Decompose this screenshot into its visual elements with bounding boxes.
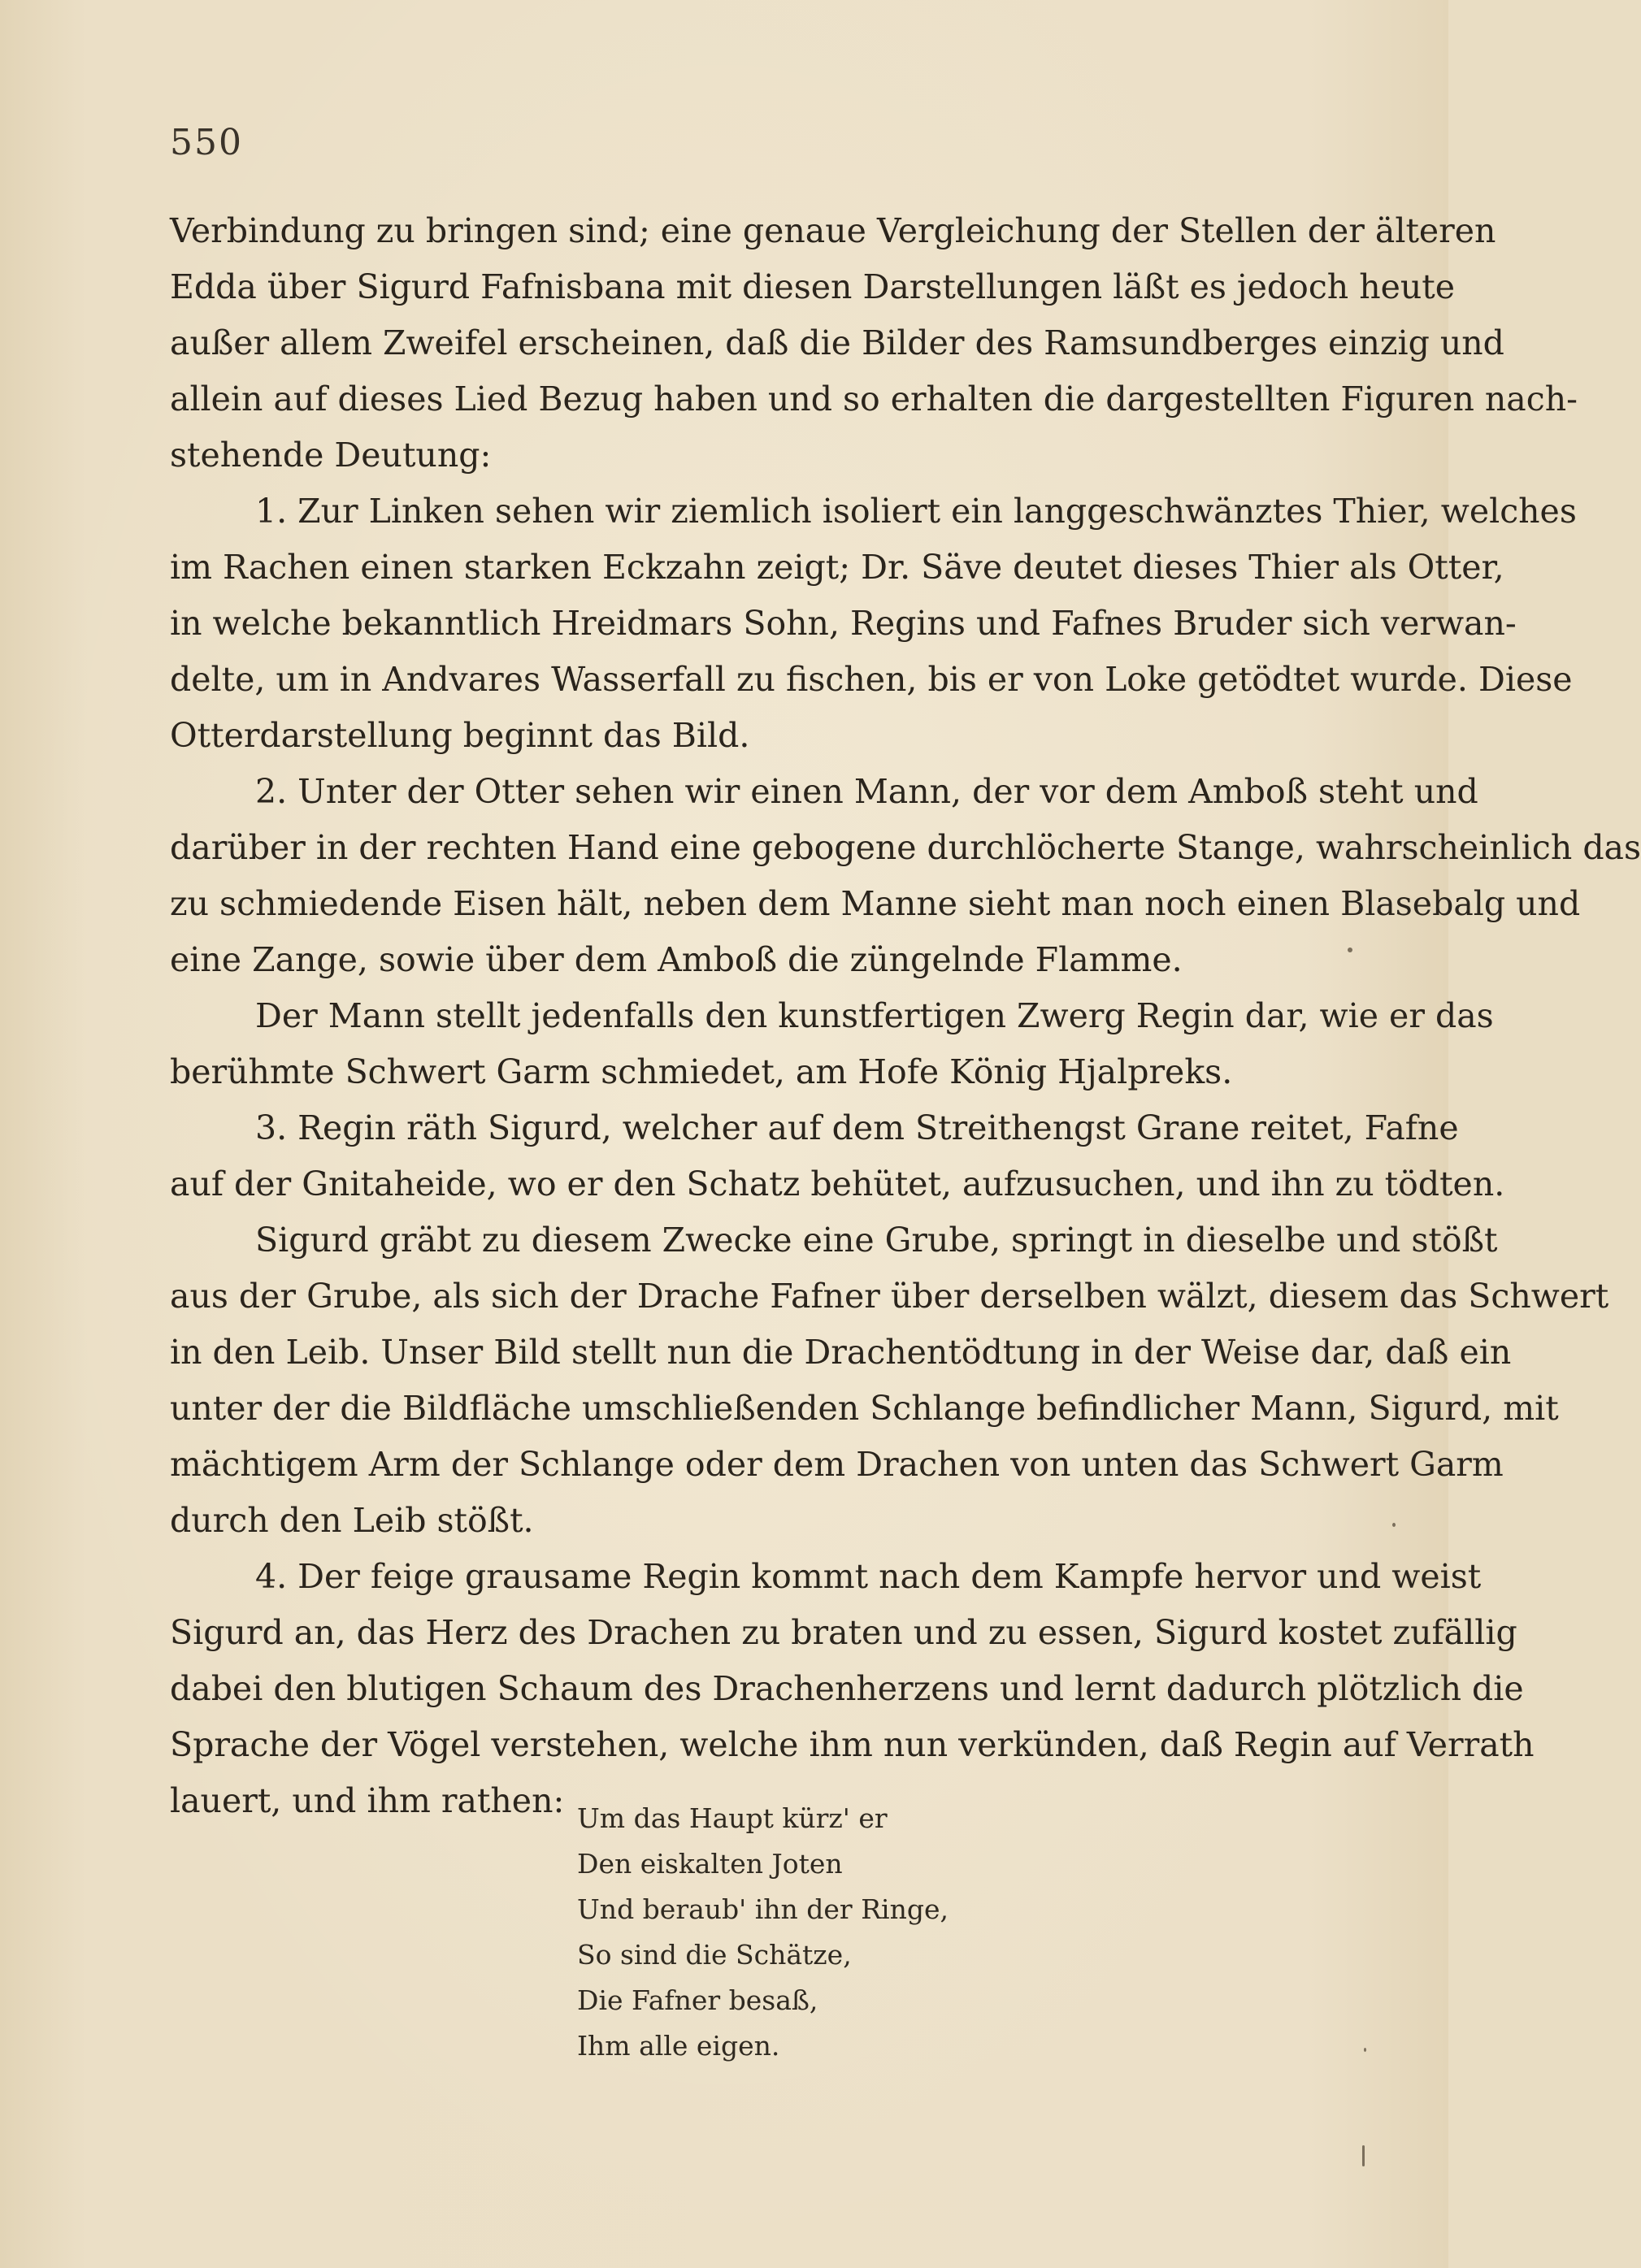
- text-line: stehende Deutung:: [170, 436, 492, 475]
- text-line: unter der die Bildfläche umschließenden Schlange befindlicher Mann, Sigurd, mit: [170, 1389, 1559, 1428]
- text-line: 1. Zur Linken sehen wir ziemlich isoliert ein langgeschwänztes Thier, welches: [255, 492, 1577, 531]
- text-line: Otterdarstellung beginnt das Bild.: [170, 716, 750, 755]
- text-line: allein auf dieses Lied Bezug haben und so erhalten die dargestellten Figuren nach-: [170, 379, 1578, 418]
- poem-line: Und beraub' ihn der Ringe,: [577, 1893, 949, 1925]
- text-line: 3. Regin räth Sigurd, welcher auf dem Streithengst Grane reitet, Fafne: [255, 1108, 1459, 1147]
- text-line: delte, um in Andvares Wasserfall zu fischen, bis er von Loke getödtet wurde. Diese: [170, 660, 1573, 699]
- paragraph-item-1: [170, 484, 1577, 764]
- text-line: Der Mann stellt jedenfalls den kunstfertigen Zwerg Regin dar, wie er das: [255, 996, 1494, 1035]
- text-line: 4. Der feige grausame Regin kommt nach dem Kampfe hervor und weist: [255, 1557, 1482, 1596]
- page-number: 550: [170, 122, 243, 163]
- text-line: dabei den blutigen Schaum des Drachenherzens und lernt dadurch plötzlich die: [170, 1669, 1524, 1708]
- text-line: in welche bekanntlich Hreidmars Sohn, Regins und Fafnes Bruder sich verwan-: [170, 604, 1517, 643]
- text-line: eine Zange, sowie über dem Amboß die züngelnde Flamme.: [170, 940, 1183, 979]
- text-line: auf der Gnitaheide, wo er den Schatz behütet, aufzusuchen, und ihn zu tödten.: [170, 1164, 1505, 1203]
- body-text: [170, 203, 1641, 1829]
- text-line: zu schmiedende Eisen hält, neben dem Manne sieht man noch einen Blasebalg und: [170, 884, 1581, 923]
- text-line: Verbindung zu bringen sind; eine genaue Vergleichung der Stellen der älteren: [170, 211, 1496, 250]
- text-line: außer allem Zweifel erscheinen, daß die Bilder des Ramsundberges einzig und: [170, 323, 1504, 362]
- paragraph-item-3: [170, 1100, 1505, 1212]
- paper-speck: [1392, 1523, 1396, 1527]
- text-line: Sigurd an, das Herz des Drachen zu braten und zu essen, Sigurd kostet zufällig: [170, 1613, 1517, 1652]
- poem-line: So sind die Schätze,: [577, 1939, 852, 1971]
- poem-line: Ihm alle eigen.: [577, 2030, 780, 2062]
- paragraph-sigurd: [170, 1212, 1609, 1549]
- poem-line: Die Fafner besaß,: [577, 1984, 818, 2016]
- paper-speck: [1362, 2145, 1365, 2166]
- text-line: 2. Unter der Otter sehen wir einen Mann, der vor dem Amboß steht und: [255, 772, 1478, 811]
- paper-speck: [1348, 948, 1352, 952]
- text-line: Edda über Sigurd Fafnisbana mit diesen Darstellungen läßt es jedoch heute: [170, 267, 1456, 306]
- paragraph-regin: [170, 988, 1494, 1100]
- text-line: durch den Leib stößt.: [170, 1501, 534, 1540]
- text-line: lauert, und ihm rathen:: [170, 1781, 565, 1820]
- poem-stanza: [577, 1796, 949, 2069]
- paragraph-item-2: [170, 764, 1641, 988]
- poem-line: Um das Haupt kürz' er: [577, 1802, 888, 1834]
- paragraph-item-4: [170, 1549, 1535, 1829]
- text-line: im Rachen einen starken Eckzahn zeigt; Dr. Säve deutet dieses Thier als Otter,: [170, 548, 1504, 587]
- paragraph-intro: [170, 203, 1578, 484]
- poem-line: Den eiskalten Joten: [577, 1848, 843, 1880]
- text-line: Sprache der Vögel verstehen, welche ihm nun verkünden, daß Regin auf Verrath: [170, 1725, 1535, 1764]
- text-line: Sigurd gräbt zu diesem Zwecke eine Grube, springt in dieselbe und stößt: [255, 1221, 1498, 1260]
- text-line: aus der Grube, als sich der Drache Fafner über derselben wälzt, diesem das Schwert: [170, 1277, 1609, 1316]
- text-line: darüber in der rechten Hand eine gebogene durchlöcherte Stange, wahrscheinlich das: [170, 828, 1641, 867]
- text-line: in den Leib. Unser Bild stellt nun die Drachentödtung in der Weise dar, daß ein: [170, 1333, 1512, 1372]
- paper-speck: [1364, 2048, 1366, 2052]
- text-line: mächtigem Arm der Schlange oder dem Drachen von unten das Schwert Garm: [170, 1445, 1504, 1484]
- text-line: berühmte Schwert Garm schmiedet, am Hofe König Hjalpreks.: [170, 1052, 1233, 1091]
